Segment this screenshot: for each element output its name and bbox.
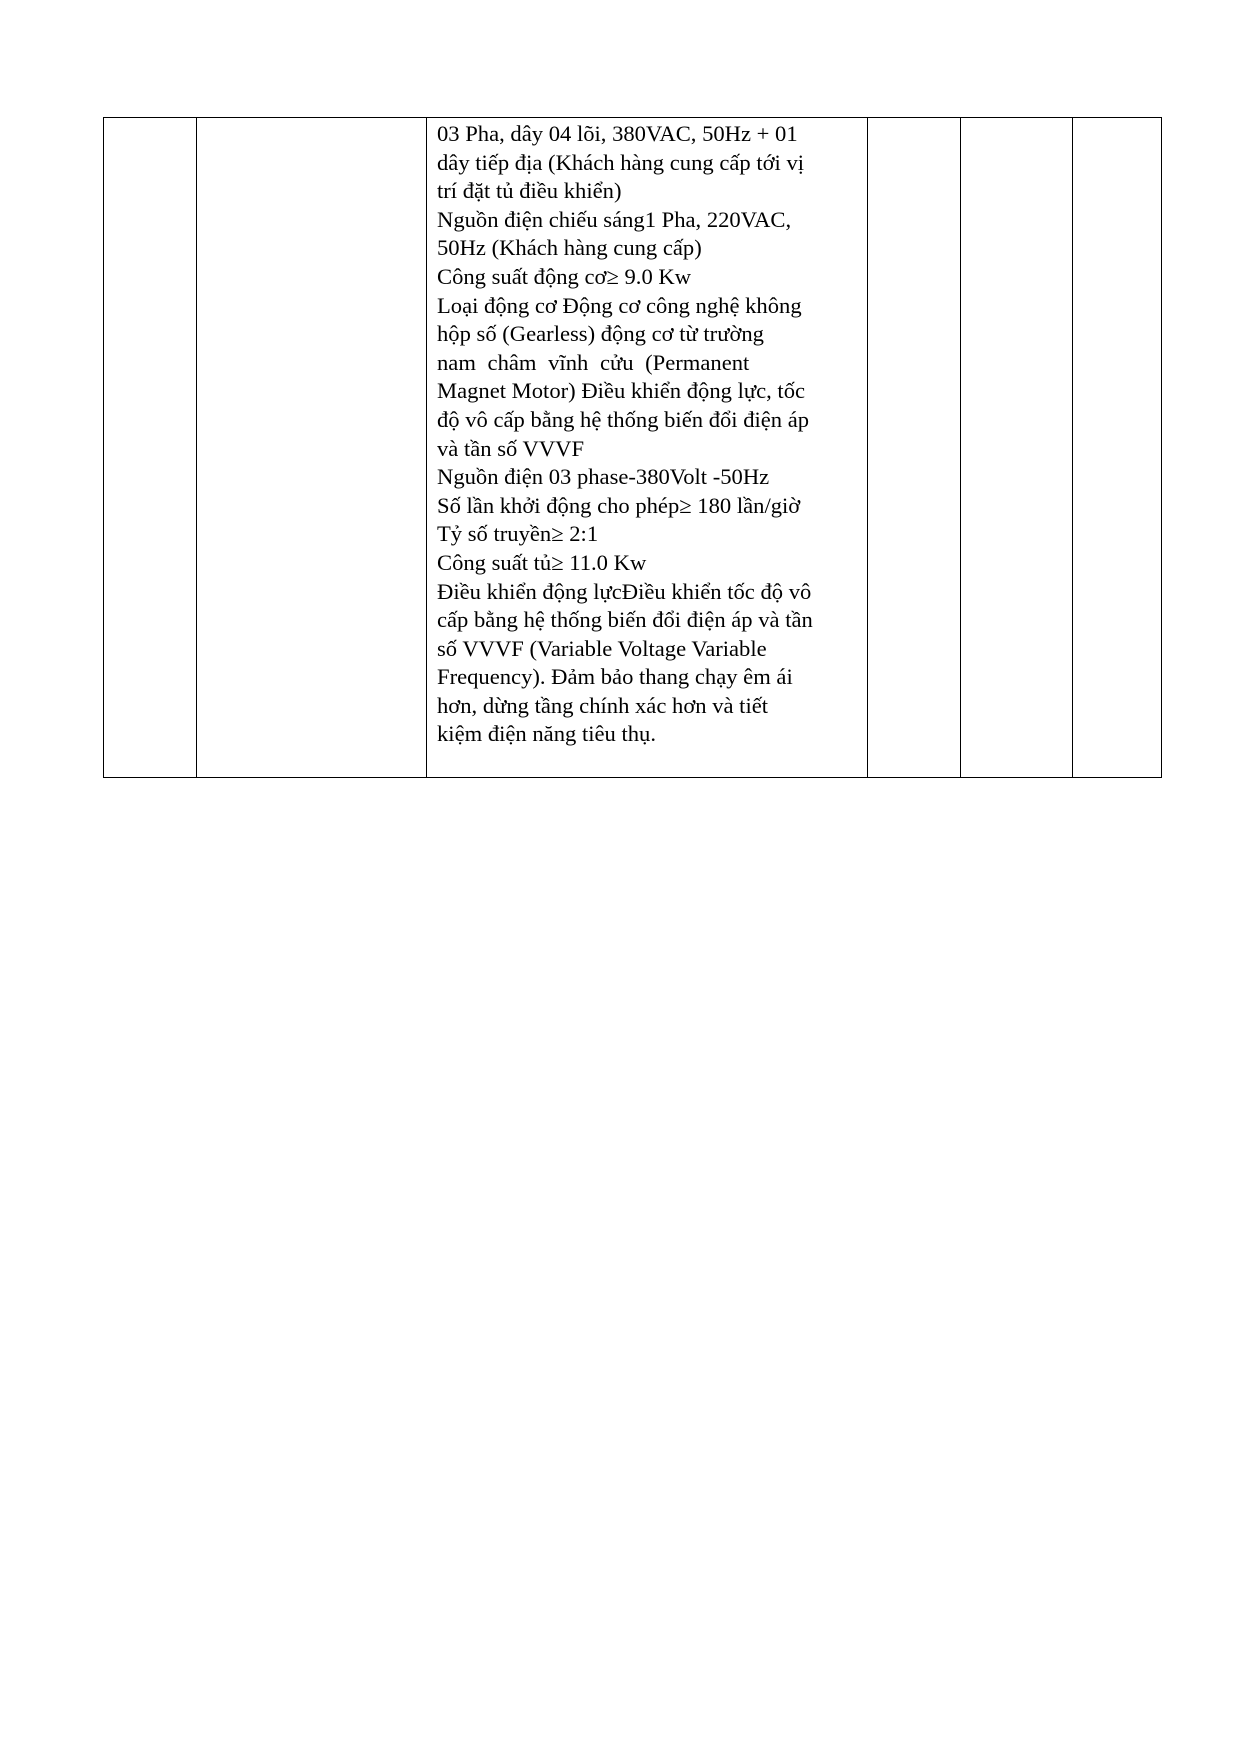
spec-line: Nguồn điện chiếu sáng1 Pha, 220VAC,: [437, 206, 792, 232]
spec-line: 03 Pha, dây 04 lõi, 380VAC, 50Hz + 01: [437, 121, 798, 146]
spec-line: Tỷ số truyền≥ 2:1: [437, 521, 599, 547]
specification-text: [427, 118, 867, 749]
specification-table: [103, 117, 1162, 778]
spec-line: Frequency). Đảm bảo thang chạy êm ái: [437, 664, 793, 690]
cell-index: [104, 118, 197, 778]
spec-line: hơn, dừng tầng chính xác hơn và tiết: [437, 692, 769, 718]
spec-line: Số lần khởi động cho phép≥ 180 lần/giờ: [437, 492, 801, 518]
spec-line: Magnet Motor) Điều khiển động lực, tốc: [437, 378, 806, 404]
cell-item-name: [197, 118, 427, 778]
spec-line: dây tiếp địa (Khách hàng cung cấp tới vị: [437, 149, 805, 175]
spec-line: số VVVF (Variable Voltage Variable: [437, 635, 767, 661]
spec-line: Nguồn điện 03 phase-380Volt -50Hz: [437, 464, 770, 490]
spec-line: hộp số (Gearless) động cơ từ trường: [437, 321, 764, 347]
spec-line: 50Hz (Khách hàng cung cấp): [437, 235, 702, 261]
spec-line: Loại động cơ Động cơ công nghệ không: [437, 292, 802, 318]
spec-line: Công suất tủ≥ 11.0 Kw: [437, 549, 647, 575]
spec-line: kiệm điện năng tiêu thụ.: [437, 721, 656, 747]
spec-line: trí đặt tủ điều khiển): [437, 178, 622, 204]
spec-line: và tần số VVVF: [437, 435, 585, 461]
cell-quantity: [961, 118, 1073, 778]
spec-line: Điều khiển động lựcĐiều khiển tốc độ vô: [437, 578, 812, 604]
cell-specification: [427, 118, 868, 778]
cell-unit: [868, 118, 961, 778]
spec-line: độ vô cấp bằng hệ thống biến đổi điện áp: [437, 406, 810, 432]
spec-line: cấp bằng hệ thống biến đổi điện áp và tần: [437, 607, 813, 633]
spec-line: Công suất động cơ≥ 9.0 Kw: [437, 263, 692, 289]
cell-note: [1073, 118, 1162, 778]
spec-line: nam châm vĩnh cửu (Permanent: [437, 349, 750, 375]
table-row: [104, 118, 1162, 778]
